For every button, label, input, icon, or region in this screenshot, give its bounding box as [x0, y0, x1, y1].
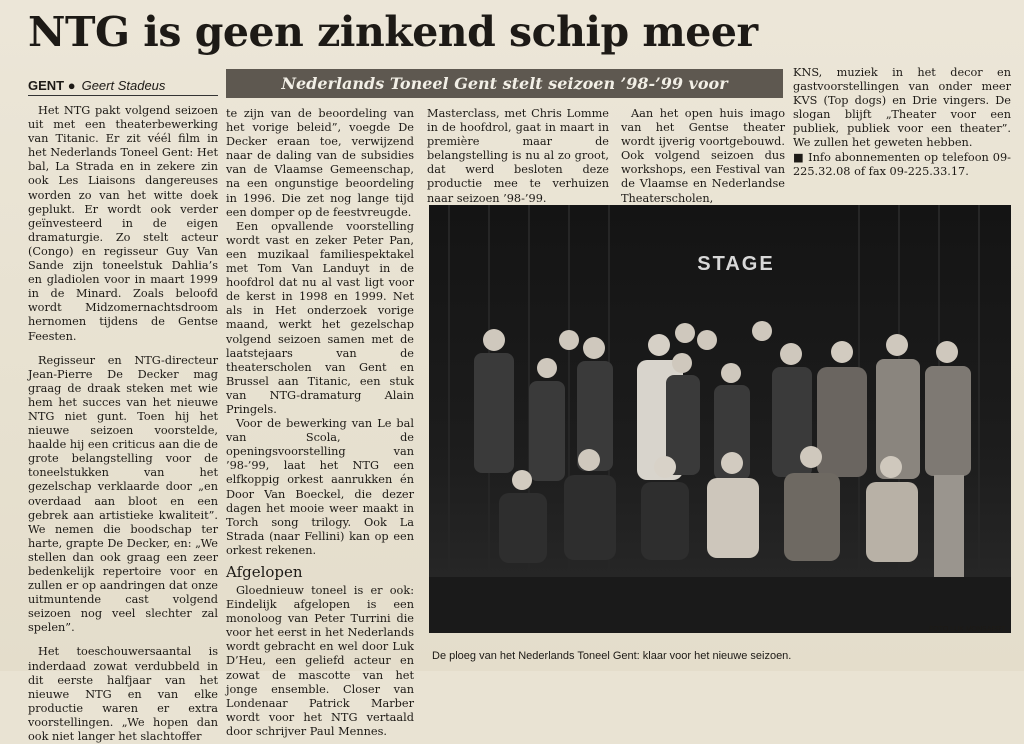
section-heading: Afgelopen	[226, 563, 303, 581]
byline-place: GENT ●	[28, 78, 76, 93]
paragraph: Een opvallende voorstelling wordt vast en zeker Peter Pan, een muzikaal familiespektakel met Tom Van Landuyt in de hoofdrol dat nu al vast ligt voor de kerst in 1998 en 1999. Net als in Het onderzoek vorige maand, werkt het gezelschap volgend seizoen samen met de laatstejaars van de theaterscholen van Gent en Brussel aan Titanic, een stuk van NTG-dramaturg Alain Pringels.	[226, 219, 414, 416]
paragraph: KNS, muziek in het decor en gastvoorstellingen van onder meer KVS (Top dogs) en Drie vingers. De slogan blijft „Theater voor een publiek, publiek voor een theater”. We zullen het geweten hebben.	[793, 66, 1011, 150]
paragraph: Gloednieuw toneel is er ook: Eindelijk afgelopen is een monoloog van Peter Turrini die voor het eerst in het Nederlands wordt gebracht en wel door Luk D’Heu, een geliefd acteur en zowat de mascotte van het jonge ensemble. Closer van Londenaar Patrick Marber wordt voor het NTG vertaald door schrijver Paul Mennes.	[226, 584, 414, 738]
article-column-1	[28, 104, 218, 744]
paragraph: Voor de bewerking van Le bal van Scola, de openingsvoorstelling van ’98-’99, laat het NTG een elfkoppig orkest aanrukken én Door Van Boeckel, die dezer dagen het mooie weer maakt in Torch song trilogy. Ook La Strada (naar Fellini) kan op een orkest rekenen.	[226, 417, 414, 557]
byline	[28, 78, 218, 96]
paragraph: Aan het open huis imago van het Gentse theater wordt ijverig voortgebouwd. Ook volgend seizoen dus workshops, een Festival van de Vlaamse en Nederlandse Theaterscholen,	[621, 107, 785, 205]
paragraph: Regisseur en NTG-directeur Jean-Pierre De Decker mag graag de draak steken met wie hem het succes van het nieuwe NTG niet gunt. Toen hij het nieuwe seizoen voorstelde, haalde hij een criticus aan die de grote belangstelling voor de toneelstukken van het gezelschap verklaarde door „en overdaad aan bloot en een gebrek aan artistieke kwaliteit”. We nemen die boodschap ter harte, grapte De Decker, en: „We stellen dan ook graag een zeer bedenkelijk repertoire voor en zullen er op aandringen dat onze uitmuntende cast volgend seizoen nog veel slechter zal spelen”.	[28, 353, 218, 635]
article-column-3	[427, 107, 609, 206]
group-photo	[429, 205, 1011, 633]
article-column-5	[793, 66, 1011, 179]
photo-caption: De ploeg van het Nederlands Toneel Gent: klaar voor het nieuwe seizoen.	[432, 650, 792, 662]
article-column-2	[226, 107, 414, 739]
subheadline: Nederlands Toneel Gent stelt seizoen ’98-’99 voor	[226, 69, 783, 98]
paragraph: Masterclass, met Chris Lomme in de hoofdrol, gaat in maart in première maar de belangstelling is nu al zo groot, dat werd besloten deze productie mee te verhuizen naar seizoen ’98-’99.	[427, 107, 609, 205]
article-column-4	[621, 107, 785, 220]
paragraph: Het toeschouwersaantal is inderdaad zowat verdubbeld in dit eerste halfjaar van het nieuwe NTG en van elke productie waren er extra voorstellingen. „We hopen dan ook niet langer het slachtoffer	[28, 645, 218, 744]
stage-sign: STAGE	[697, 253, 775, 275]
paragraph: te zijn van de beoordeling van het vorige beleid”, voegde De Decker eraan toe, verwijzend naar de daling van de subsidies van de Vlaamse Gemeenschap, na een ongunstige beoordeling in 1996. Die zet nog lange tijd een domper op de feestvreugde.	[226, 107, 414, 219]
paragraph: Het NTG pakt volgend seizoen uit met een theaterbewerking van Titanic. Er zit véél film in het Nederlands Toneel Gent: Het bal, La Strada en in zekere zin ook Les Liaisons dangereuses worden zo van het witte doek geplukt. Er wordt ook verder geïnvesteerd in de eigen dramaturgie. Zo stelt acteur (Congo) en regisseur Guy Van Sande zijn toneelstuk Dahlia’s en gladiolen voor in maart 1999 in de Minard. Zoals beloofd wordt Midzomernachtsdroom hernomen tijdens de Gentse Feesten.	[28, 104, 218, 343]
group-photo-image	[429, 205, 1011, 633]
photo-credit: FOTO LUK MONSAERT	[929, 626, 1006, 633]
byline-author: Geert Stadeus	[81, 78, 166, 93]
headline: NTG is geen zinkend schip meer	[28, 8, 758, 56]
info-line: ■ Info abonnementen op telefoon 09-225.32.08 of fax 09-225.33.17.	[793, 150, 1011, 178]
